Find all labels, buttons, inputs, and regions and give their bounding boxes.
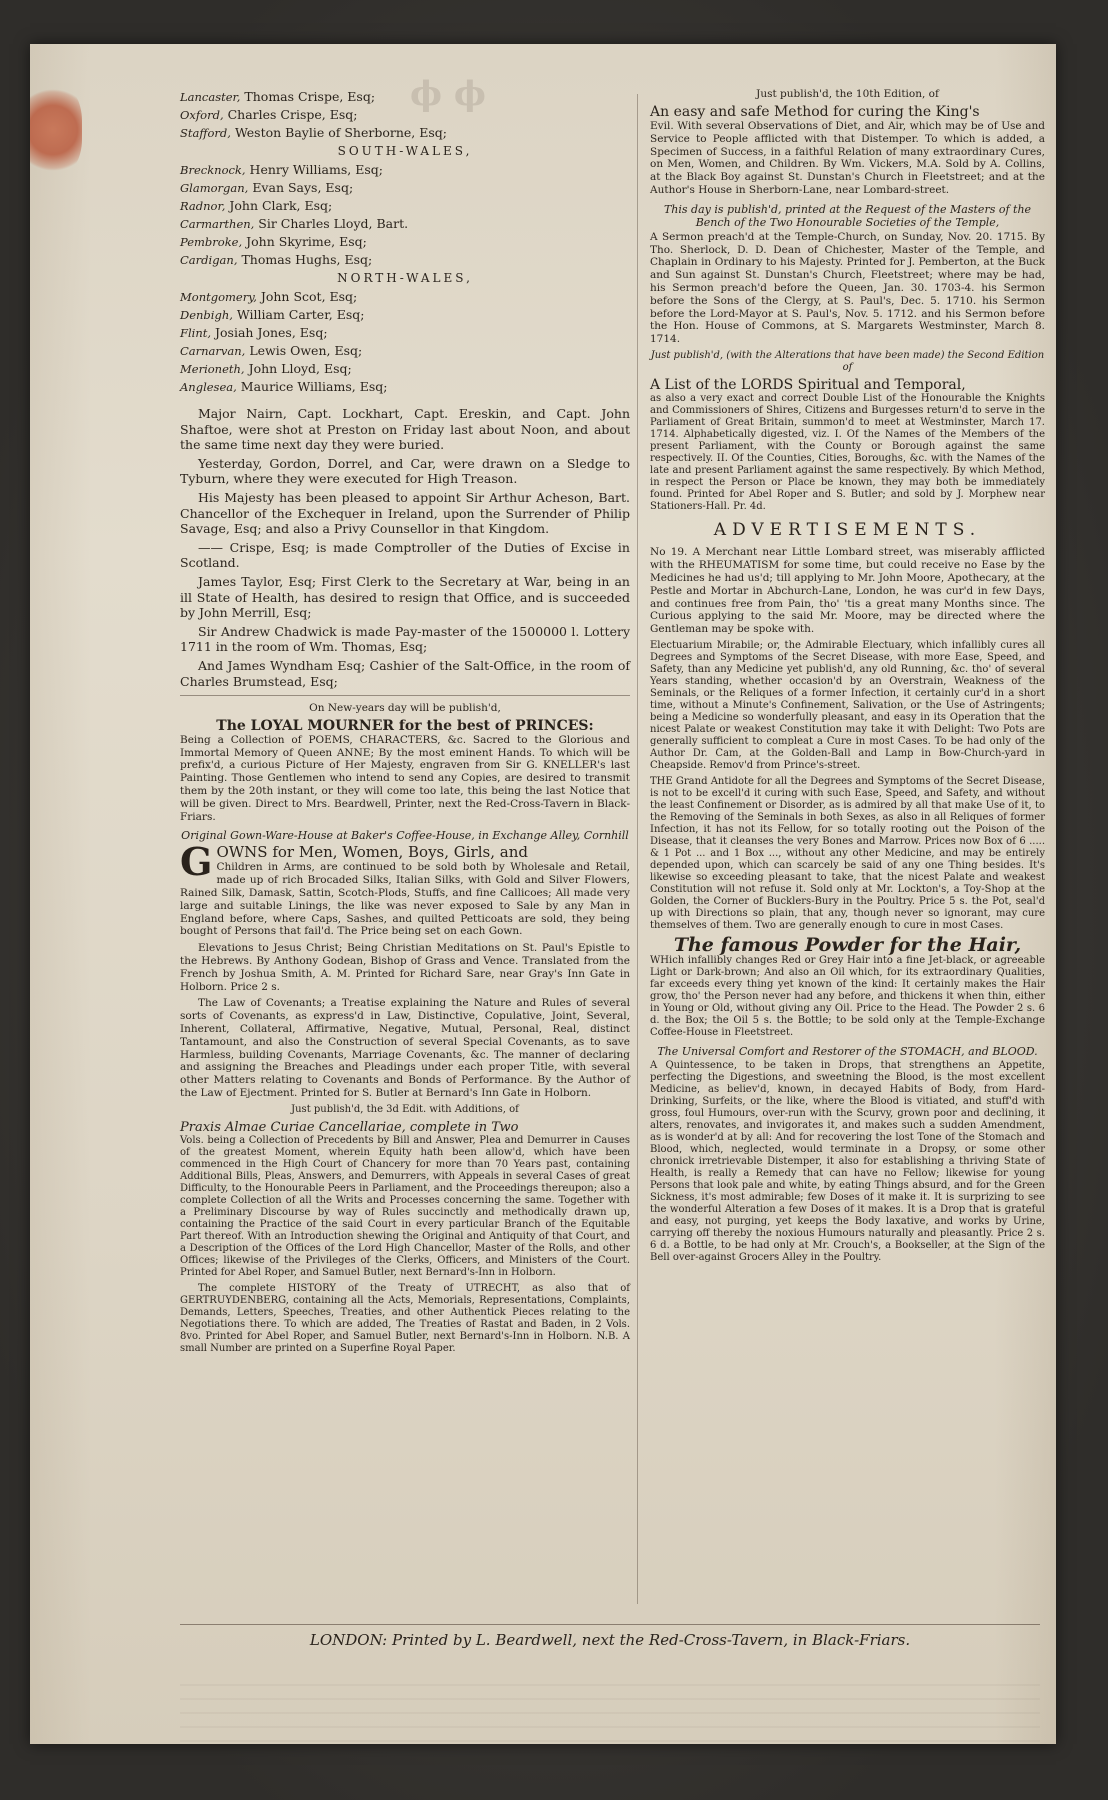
county-row: Pembroke, John Skyrime, Esq; <box>180 234 367 250</box>
gown-warehouse-header: Original Gown-Ware-House at Baker's Coffee-House, in Exchange Alley, Cornhill <box>181 829 629 843</box>
county-row: Anglesea, Maurice Williams, Esq; <box>180 379 388 395</box>
imprint-footer: LONDON: Printed by L. Beardwell, next the Red-Cross-Tavern, in Black-Friars. <box>180 1624 1040 1649</box>
county-row: Cardigan, Thomas Hughs, Esq; <box>180 252 373 268</box>
county-row: Lancaster, Thomas Crispe, Esq; <box>180 89 376 104</box>
news-paragraph: Yesterday, Gordon, Dorrel, and Car, were drawn on a Sledge to Tyburn, where they were executed for High Treason. <box>180 456 630 487</box>
news-paragraph: Major Nairn, Capt. Lockhart, Capt. Ereskin, and Capt. John Shaftoe, were shot at Preston on Friday last about Noon, and about the same time next day they were buried. <box>180 406 630 452</box>
county-row: Carmarthen, Sir Charles Lloyd, Bart. <box>180 216 409 232</box>
blank-lower-margin <box>180 1684 1040 1744</box>
stomach-header: The Universal Comfort and Restorer of the STOMACH, and BLOOD. <box>657 1045 1038 1059</box>
ad-title: An easy and safe Method for curing the King's <box>650 103 980 120</box>
county-row: Stafford, Weston Baylie of Sherborne, Esq; <box>180 125 447 140</box>
ad-lords-list <box>650 350 1045 513</box>
news-paragraph: James Taylor, Esq; First Clerk to the Secretary at War, being in an ill State of Health, has desired to resign that Office, and is succeeded by John Merrill, Esq; <box>180 574 630 620</box>
ad-title: A List of the LORDS Spiritual and Temporal, <box>650 376 966 393</box>
region-north-wales: NORTH-WALES, <box>337 271 473 286</box>
ad-covenants: The Law of Covenants; a Treatise explaining the Nature and Rules of several sorts of Covenants, as express'd in Law, Distinctive, Copulative, Joint, Several, Inherent, Collateral, Affirmative, Negative, Mutual, Personal, Real, distinct Tantamount, and also the Construction of several Special Covenants, as to save Harmless, building Covenants, Marriage Covenants, &c. The manner of declaring and assigning the Breaches and Pleadings under each proper Title, with several other Matters relating to Covenants and Bonds of Performance. By the Author of the Law of Ejectment. Printed for S. Butler at Bernard's Inn Gate in Holborn. <box>180 997 630 1099</box>
red-stamp-seal <box>30 84 82 176</box>
ad-sermon <box>650 203 1045 346</box>
county-row: Flint, Josiah Jones, Esq; <box>180 325 328 341</box>
news-paragraph: Sir Andrew Chadwick is made Pay-master of the 1500000 l. Lottery 1711 in the room of Wm. Thomas, Esq; <box>180 624 630 655</box>
county-row: Glamorgan, Evan Says, Esq; <box>180 180 354 196</box>
county-row: Oxford, Charles Crispe, Esq; <box>180 107 358 122</box>
ad-intro: Just publish'd, the 3d Edit. with Additions, of <box>291 1103 519 1115</box>
show-through-title: ϕ ϕ <box>410 74 486 114</box>
ad-loyal-mourner <box>180 702 630 824</box>
ad-intro: This day is publish'd, printed at the Request of the Masters of the Bench of the Two Honourable Societies of the Temple, <box>663 202 1032 229</box>
ad-lead: OWNS for Men, Women, Boys, Girls, and <box>216 843 528 862</box>
county-list-top <box>180 88 630 142</box>
ad-body: A Sermon preach'd at the Temple-Church, on Sunday, Nov. 20. 1715. By Tho. Sherlock, D. D. Dean of Chichester, Master of the Temple, and Chaplain in Ordinary to his Majesty. Printed for J. Pemberton, at the Buck and Sun against St. Dunstan's Church, Fleetstreet; where may be had, his Sermon preach'd before the Queen, Jan. 30. 1703-4. his Sermon before the Sons of the Clergy, at S. Paul's, Dec. 5. 1710. his Sermon before the Lord-Mayor at S. Paul's, Nov. 5. 1712. and his Sermon before the Hon. House of Commons, at S. Margarets Westminster, March 8. 1714. <box>650 230 1045 346</box>
county-row: Carnarvan, Lewis Owen, Esq; <box>180 343 363 359</box>
ad-rheumatism: No 19. A Merchant near Little Lombard street, was miserably afflicted with the RHEUMATISM for some time, but could receive no Ease by the Medicines he had us'd; till applying to Mr. John Moore, Apothecary, at the Pestle and Mortar in Abchurch-Lane, London, he was cur'd in few Days, and continues free from Pain, tho' 'tis a great many Months since. The Curious applying to the said Mr. Moore, may be directed where the Gentleman may be spoke with. <box>650 546 1045 636</box>
ad-utrecht: The complete HISTORY of the Treaty of UTRECHT, as also that of GERTRUYDENBERG, containing all the Acts, Memorials, Representations, Complaints, Demands, Letters, Speeches, Treaties, and other Authentick Pieces relating to the Negotiations there. To which are added, The Treaties of Rastat and Baden, in 2 Vols. 8vo. Printed for Abel Roper, and Samuel Butler, next Bernard's-Inn in Holborn. N.B. A small Number are printed on a Superfine Royal Paper. <box>180 1282 630 1354</box>
ad-gowns <box>180 839 630 938</box>
ad-kings-evil <box>650 88 1045 197</box>
county-row: Denbigh, William Carter, Esq; <box>180 307 365 323</box>
ad-hair-powder: WHich infallibly changes Red or Grey Hair into a fine Jet-black, or agreeable Light or Dark-brown; And also an Oil which, for its extraordinary Qualities, far exceeds every thing yet known of the kind: It certainly makes the Hair grow, tho' the Person never had any before, and thickens it when thin, either in Young or Old, without giving any Oil. Price to the Head. The Powder 2 s. 6 d. the Box; the Oil 5 s. the Bottle; to be sold only at the Temple-Exchange Coffee-House in Fleetstreet. <box>650 955 1045 1039</box>
news-paragraph: —— Crispe, Esq; is made Comptroller of the Duties of Excise in Scotland. <box>180 540 630 571</box>
county-row: Montgomery, John Scot, Esq; <box>180 289 358 305</box>
advertisements-heading: ADVERTISEMENTS. <box>713 520 982 541</box>
ad-intro: Just publish'd, (with the Alterations that have been made) the Second Edition of <box>650 349 1045 373</box>
ad-grand-antidote: THE Grand Antidote for all the Degrees and Symptoms of the Secret Disease, is not to be excell'd it curing with such Ease, Speed, and Safety, and without the least Confinement or Disorder, as is admired by all that make Use of it, to the Removing of the Seminals in both Sexes, as also in all Reliques of former Infection, it has not its Fellow, for so totally rooting out the Poison of the Disease, that it cleanses the very Bones and Marrow. Prices now Box of 6 ..... & 1 Pot ... and 1 Box ..., without any other Medicine, and may be entirely depended upon, which can scarcely be said of any one Thing besides. It's likewise so exceeding pleasant to take, that the nicest Palate and weakest Constitution will not refuse it. Sold only at Mr. Lockton's, a Toy-Shop at the Golden, the Corner of Bucklers-Bury in the Poultry. Price 5 s. the Pot, seal'd up with Directions so plain, that any, though never so ignorant, may cure themselves of them. Two are generally enough to cure in most Cases. <box>650 775 1045 931</box>
ad-stomach: A Quintessence, to be taken in Drops, that strengthens an Appetite, perfecting the Digestions, and sweetning the Blood, is the most excellent Medicine, as believ'd, known, in decayed Habits of Body, from Hard-Drinking, Surfeits, or the like, where the Blood is vitiated, and stuff'd with gross, foul Humours, over-run with the Scurvy, grown poor and declining, it alters, renovates, and invigorates it, and makes such a sudden Amendment, as is wonder'd at by all: And for recovering the lost Tone of the Stomach and Blood, which, neglected, would terminate in a Dropsy, or some other chronick irretrievable Distemper, it also for establishing a thriving State of Health, is really a Remedy that can have no Fellow; likewise for young Persons that look pale and white, by eating Things absurd, and for the Green Sickness, it's most admirable; few Doses of it make it. It is surprizing to see the wonderful Alteration a few Doses of it makes. It is a Drop that is grateful and easy, not purging, yet keeps the Body laxative, and works by Urine, carrying off thereby the noxious Humours naturally and pleasantly. Price 2 s. 6 d. a Bottle, to be had only at Mr. Crouch's, a Bookseller, at the Sign of the Bell over-against Grocers Alley in the Poultry. <box>650 1060 1045 1264</box>
ad-title: The LOYAL MOURNER for the best of PRINCES: <box>216 717 594 734</box>
region-south-wales: SOUTH-WALES, <box>337 144 473 158</box>
ad-body: Children in Arms, are continued to be sold both by Wholesale and Retail, made up of rich Brocaded Silks, Italian Silks, with Gold and Silver Flowers, Rained Silk, Damask, Sattin, Scotch-Plods, Stuffs, and fine Callicoes; All made very large and suitable Linings, the like was never exposed to Sale by any Man in England before, where Caps, Sashes, and quilted Petticoats are sold, they being bought of Persons that fail'd. The Price being set on each Gown. <box>180 861 630 938</box>
section-rule <box>180 695 630 696</box>
hair-powder-title: The famous Powder for the Hair, <box>673 933 1022 956</box>
news-paragraph: His Majesty has been pleased to appoint Sir Arthur Acheson, Bart. Chancellor of the Exchequer in Ireland, upon the Surrender of Philip Savage, Esq; and also a Privy Counsellor in that Kingdom. <box>180 490 630 536</box>
ad-intro: Just publish'd, the 10th Edition, of <box>756 88 939 100</box>
county-row: Brecknock, Henry Williams, Esq; <box>180 162 383 178</box>
left-column <box>180 88 630 1359</box>
ad-electuarium: Electuarium Mirabile; or, the Admirable Electuary, which infallibly cures all Degrees and Symptoms of the Secret Disease, with more Ease, Speed, and Safety, than any Medicine yet publish'd, any old Running, &c. tho' of several Years standing, whether occasion'd by an Overstrain, Weakness of the Seminals, or the Reliques of a former Infection, it certainly cur'd in a short time, without a Minute's Confinement, Salivation, or the Use of Astringents; being a Medicine so wonderfully pleasant, and easy in its Operation that the nicest Palate or weakest Constitution may take it with Delight: Two Pots are generally sufficient to compleat a Cure in most Cases. To be had only of the Author Dr. Cam, at the Golden-Ball and Lamp in Bow-Church-yard in Cheapside. Remov'd from Prince's-street. <box>650 639 1045 771</box>
county-list-north <box>180 288 630 396</box>
ad-body: Evil. With several Observations of Diet, and Air, which may be of Use and Service to People afflicted with that Distemper. To which is added, a Specimen of Success, in a faithful Relation of many extraordinary Cures, on Men, Women, and Children. By Wm. Vickers, M.A. Sold by A. Collins, at the Black Boy against St. Dunstan's Church in Fleetstreet; and at the Author's House in Sherborn-Lane, near Lombard-street. <box>650 120 1045 196</box>
ad-praxis <box>180 1104 630 1279</box>
county-row: Radnor, John Clark, Esq; <box>180 198 333 214</box>
column-rule <box>637 94 638 1604</box>
ad-intro: On New-years day will be publish'd, <box>309 701 501 714</box>
ad-body: Vols. being a Collection of Precedents by Bill and Answer, Plea and Demurrer in Causes of the greatest Moment, wherein Equity hath been allow'd, which have been commenced in the High Court of Chancery for more than 70 Years past, containing Additional Bills, Pleas, Answers, and Demurrers, with Appeals in several Cases of great Difficulty, to the Honourable Peers in Parliament, and the Proceedings thereupon; also a complete Collection of all the Writs and Processes concerning the same. Together with a Preliminary Discourse by way of Rules succinctly and methodically drawn up, containing the Practice of the said Court in every particular Branch of the Equitable Part thereof. With an Introduction shewing the Original and Antiquity of that Court, and a Description of the Offices of the Lord High Chancellor, Master of the Rolls, and other Offices; likewise of the Privileges of the Clerks, Officers, and Ministers of the Court. Printed for Abel Roper, and Samuel Butler, next Bernard's-Inn in Holborn. <box>180 1134 630 1278</box>
newspaper-sheet <box>30 44 1056 1744</box>
ad-title: Praxis Almae Curiae Cancellariae, complete in Two <box>180 1119 519 1135</box>
news-paragraph: And James Wyndham Esq; Cashier of the Salt-Office, in the room of Charles Brumstead, Esq; <box>180 658 630 689</box>
ad-body: Being a Collection of POEMS, CHARACTERS, &c. Sacred to the Glorious and Immortal Memory of Queen ANNE; By the most eminent Hands. To which will be prefix'd, a curious Picture of Her Majesty, engraven from Sir G. KNELLER's last Painting. Those Gentlemen who intend to send any Copies, are desired to transmit them by the 20th instant, or they will come too late, this being the last Notice that will be given. Direct to Mrs. Beardwell, Printer, next the Red-Cross-Tavern in Black-Friars. <box>180 733 630 823</box>
county-row: Merioneth, John Lloyd, Esq; <box>180 361 352 377</box>
ad-body: as also a very exact and correct Double List of the Honourable the Knights and Commissioners of Shires, Citizens and Burgesses return'd to serve in the Parliament of Great Britain, summon'd to meet at Westminster, March 17. 1714. Alphabetically digested, viz. I. Of the Names of the Members of the present Parliament, with the County or Borough against the same respectively. II. Of the Counties, Cities, Boroughs, &c. with the Names of the late and present Parliament against the same respectively. By which Method, in respect the Person or Place be known, they may both be immediately found. Printed for Abel Roper and S. Butler; and sold by J. Morphew near Stationers-Hall. Pr. 4d. <box>650 393 1045 513</box>
ad-elevations: Elevations to Jesus Christ; Being Christian Meditations on St. Paul's Epistle to the Hebrews. By Anthony Godean, Bishop of Grass and Vence. Translated from the French by Joshua Smith, A. M. Printed for Richard Sare, near Gray's Inn Gate in Holborn. Price 2 s. <box>180 942 630 993</box>
drop-cap: G <box>180 839 213 885</box>
county-list-south <box>180 161 630 269</box>
right-column <box>650 88 1045 1268</box>
